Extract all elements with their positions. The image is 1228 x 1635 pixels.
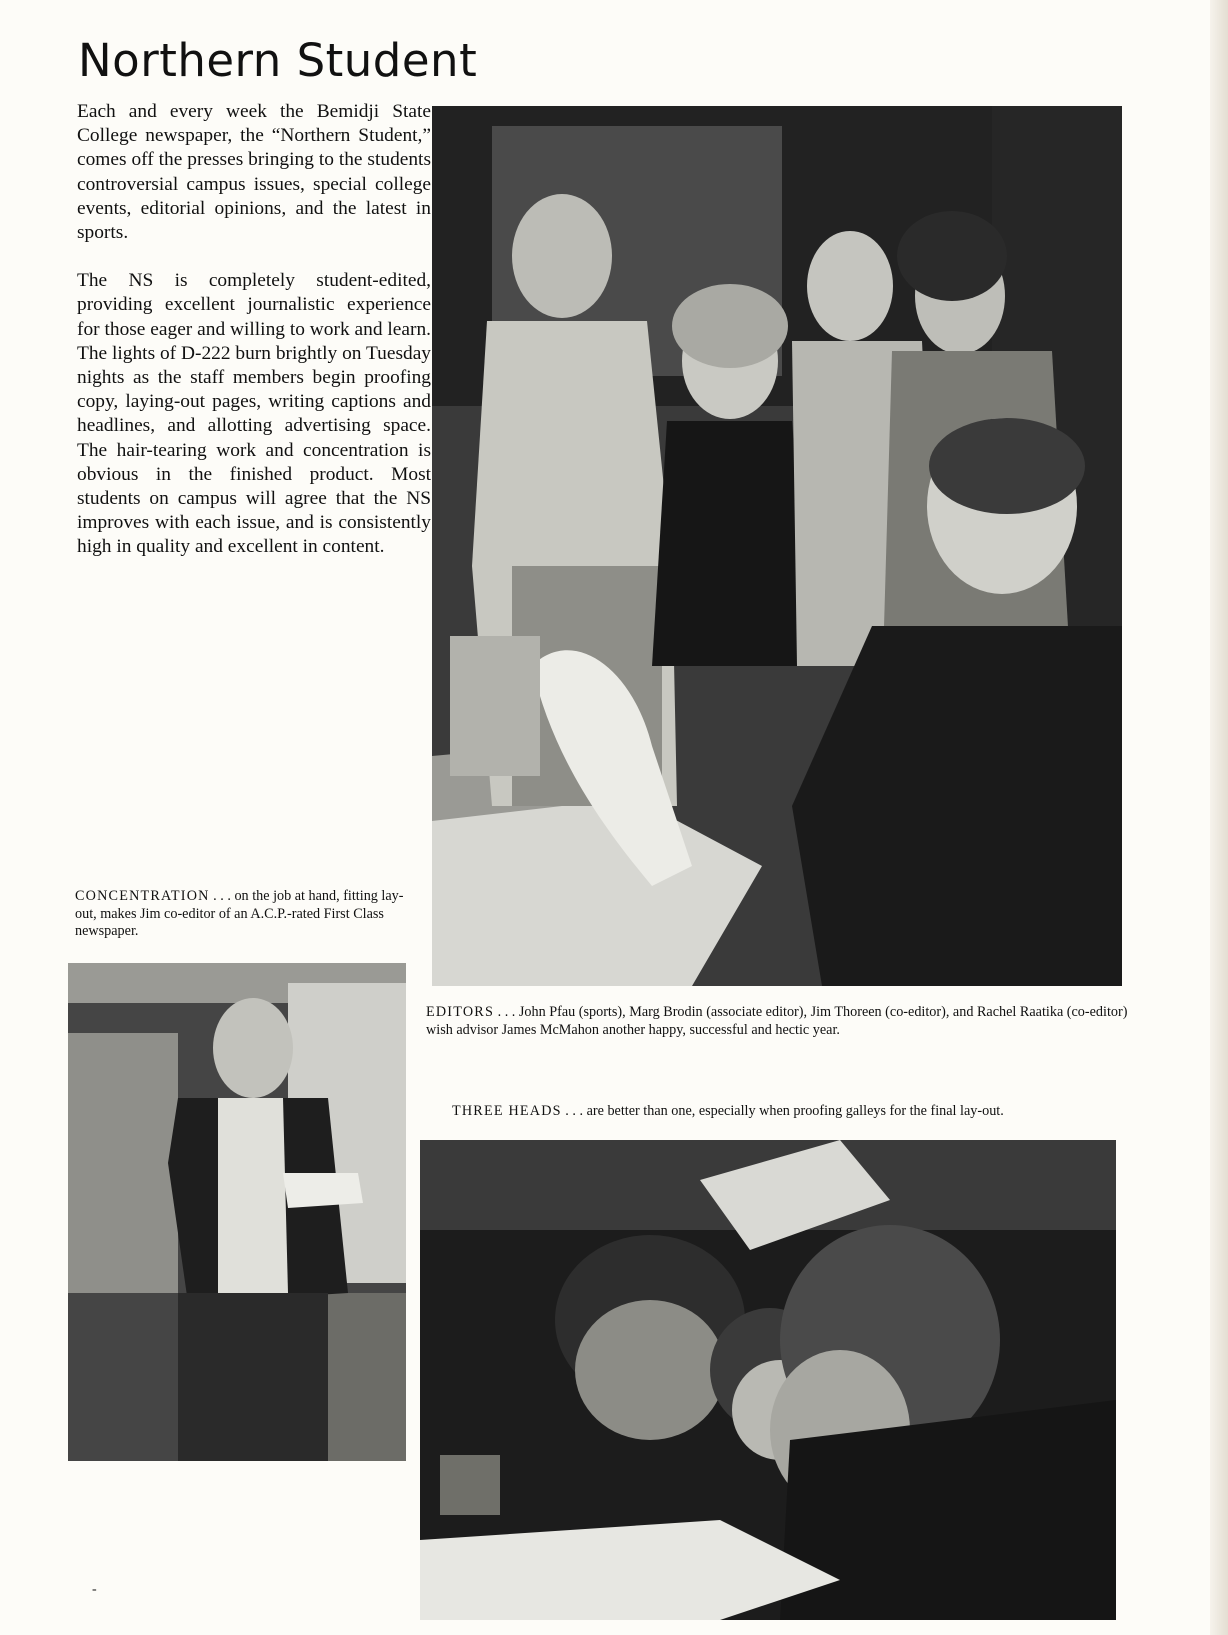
- article-paragraph-2: The NS is completely student-edited, providing excellent journalistic experience for those eager and willing to work and learn. The lights of D-222 burn brightly on Tuesday nights as the staff members begin proofing copy, laying-out pages, writing captions and headlines, and allotting advertising space. The hair-tearing work and concentration is obvious in the finished product. Most students on campus will agree that the NS improves with each issue, and is consistently high in quality and excellent in content.: [77, 270, 431, 558]
- caption-three-heads-text: . . . are better than one, especially when proofing galleys for the final lay-out.: [561, 1103, 1004, 1119]
- photo-three-heads: [420, 1140, 1116, 1620]
- page-edge: [1210, 0, 1228, 1635]
- caption-editors-lead: EDITORS: [426, 1004, 495, 1020]
- page-title: Northern Student: [78, 34, 478, 87]
- caption-three-heads: [452, 1103, 1132, 1121]
- photo-editors-group: [432, 106, 1122, 986]
- page-mark: -: [92, 1582, 97, 1597]
- caption-editors: [426, 1004, 1130, 1039]
- caption-concentration: [75, 888, 413, 941]
- caption-concentration-lead: CONCENTRATION: [75, 888, 210, 904]
- article-paragraph-1: Each and every week the Bemidji State College newspaper, the “Northern Student,” comes off the presses bringing to the students controversial campus issues, special college events, editorial opinions, and the latest in sports.: [77, 101, 431, 244]
- photo-concentration: [68, 963, 406, 1461]
- article-body: [77, 100, 431, 584]
- caption-concentration-text: . . . on the job at hand, fitting lay-out, makes Jim co-editor of an A.C.P.-rated First Class newspaper.: [75, 888, 404, 939]
- caption-three-heads-lead: THREE HEADS: [452, 1103, 562, 1119]
- caption-editors-text: . . . John Pfau (sports), Marg Brodin (associate editor), Jim Thoreen (co-editor), and Rachel Raatika (co-editor) wish advisor James McMahon another happy, successful and hectic year.: [426, 1004, 1128, 1038]
